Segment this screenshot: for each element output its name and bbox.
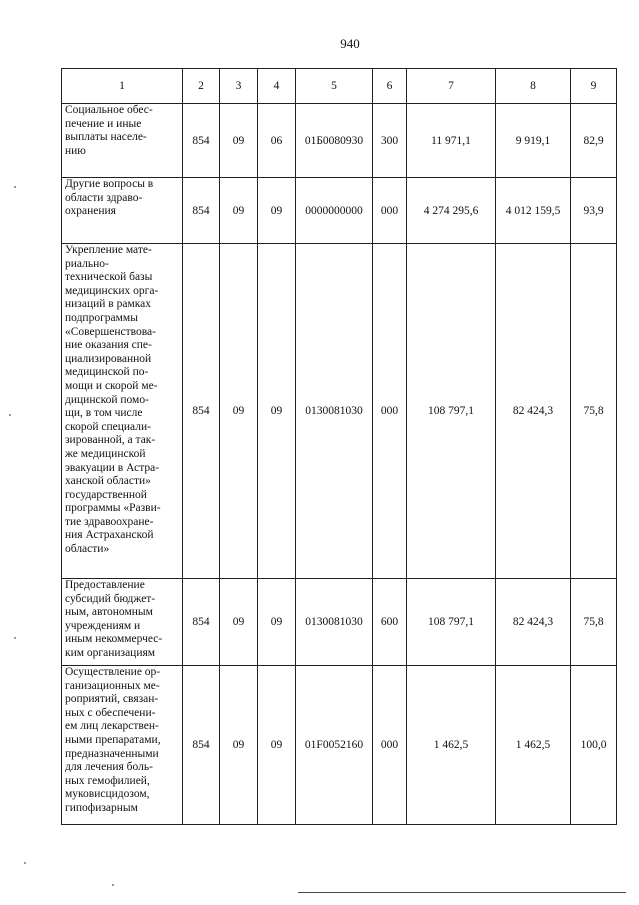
row-value-cell: 854	[183, 178, 220, 244]
budget-table	[61, 68, 617, 825]
row-name-line: дицинской помо-	[65, 393, 149, 406]
table-row	[62, 666, 617, 825]
row-name-line: гипофизарным	[65, 801, 138, 814]
row-name-line: ханской области»	[65, 475, 151, 488]
row-name-line: ния Астраханской	[65, 529, 154, 542]
scan-speck	[14, 186, 16, 188]
row-name-line: ганизационных ме-	[65, 679, 160, 692]
row-name-line: предназначенными	[65, 747, 159, 760]
column-header: 5	[296, 69, 373, 104]
row-name-line: для лечения боль-	[65, 761, 153, 774]
row-value-cell: 09	[220, 178, 258, 244]
row-name-line: мощи и скорой ме-	[65, 379, 158, 392]
row-value-cell: 1 462,5	[407, 666, 496, 825]
row-name-line: эвакуации в Астра-	[65, 461, 160, 474]
row-name-cell	[62, 244, 183, 579]
row-name-line: Предоставление	[65, 579, 145, 591]
row-value-cell: 1 462,5	[496, 666, 571, 825]
row-value-cell: 000	[373, 178, 407, 244]
row-value-cell: 854	[183, 666, 220, 825]
row-value-cell: 75,8	[571, 244, 617, 579]
row-name-line: подпрограммы	[65, 311, 138, 324]
row-value-cell: 0130081030	[296, 579, 373, 666]
table-row	[62, 178, 617, 244]
row-name-line: нию	[65, 144, 86, 157]
row-name-line: зированной, а так-	[65, 434, 156, 447]
column-header: 8	[496, 69, 571, 104]
scan-speck	[112, 884, 114, 886]
row-name-line: тие здравоохране-	[65, 515, 154, 528]
row-value-cell: 09	[258, 579, 296, 666]
row-value-cell: 9 919,1	[496, 104, 571, 178]
table-row	[62, 579, 617, 666]
row-name-line: ных с обеспечени-	[65, 706, 156, 719]
table-row	[62, 104, 617, 178]
row-name-line: субсидий бюджет-	[65, 592, 156, 605]
row-name-cell	[62, 104, 183, 178]
row-value-cell: 4 274 295,6	[407, 178, 496, 244]
row-name-line: области здраво-	[65, 191, 143, 204]
row-name-line: медицинских орга-	[65, 284, 159, 297]
row-value-cell: 09	[220, 104, 258, 178]
row-name-line: циализированной	[65, 352, 152, 365]
row-value-cell: 82 424,3	[496, 579, 571, 666]
row-name-line: ем лиц лекарствен-	[65, 720, 159, 733]
row-value-cell: 108 797,1	[407, 244, 496, 579]
column-header: 7	[407, 69, 496, 104]
row-name-line: риально-	[65, 257, 109, 270]
row-value-cell: 100,0	[571, 666, 617, 825]
row-name-line: роприятий, связан-	[65, 693, 159, 706]
row-name-line: ных гемофилией,	[65, 774, 150, 787]
row-value-cell: 09	[258, 178, 296, 244]
row-name-line: щи, в том числе	[65, 407, 143, 420]
row-value-cell: 09	[258, 666, 296, 825]
column-header: 1	[62, 69, 183, 104]
row-value-cell: 11 971,1	[407, 104, 496, 178]
row-name-line: муковисцидозом,	[65, 788, 150, 801]
column-header: 2	[183, 69, 220, 104]
column-header: 9	[571, 69, 617, 104]
row-name-line: ким организациям	[65, 646, 156, 659]
row-value-cell: 854	[183, 104, 220, 178]
row-name-line: Социальное обес-	[65, 104, 153, 116]
row-name-line: «Совершенствова-	[65, 325, 156, 338]
row-value-cell: 09	[220, 579, 258, 666]
row-name-cell	[62, 666, 183, 825]
row-name-line: ние оказания спе-	[65, 339, 152, 352]
row-name-line: иным некоммерчес-	[65, 633, 163, 646]
row-value-cell: 75,8	[571, 579, 617, 666]
row-name-line: Укрепление мате-	[65, 244, 152, 256]
table-row	[62, 244, 617, 579]
row-name-line: печение и иные	[65, 117, 142, 130]
row-name-line: Другие вопросы в	[65, 178, 154, 190]
row-name-line: выплаты населе-	[65, 131, 147, 144]
row-value-cell: 854	[183, 244, 220, 579]
row-value-cell: 108 797,1	[407, 579, 496, 666]
row-value-cell: 82 424,3	[496, 244, 571, 579]
row-value-cell: 93,9	[571, 178, 617, 244]
row-value-cell: 06	[258, 104, 296, 178]
row-name-line: программы «Разви-	[65, 502, 161, 515]
row-value-cell: 82,9	[571, 104, 617, 178]
column-header: 3	[220, 69, 258, 104]
row-value-cell: 4 012 159,5	[496, 178, 571, 244]
header-row	[62, 69, 617, 104]
column-header: 4	[258, 69, 296, 104]
row-value-cell: 09	[220, 244, 258, 579]
row-name-line: медицинской по-	[65, 366, 149, 379]
scan-speck	[14, 637, 16, 639]
row-name-line: ными препаратами,	[65, 733, 161, 746]
row-name-line: Осуществление ор-	[65, 666, 161, 678]
row-name-line: же медицинской	[65, 447, 146, 460]
row-value-cell: 01Б0080930	[296, 104, 373, 178]
scan-speck	[24, 862, 26, 864]
row-value-cell: 0000000000	[296, 178, 373, 244]
row-value-cell: 300	[373, 104, 407, 178]
row-name-cell	[62, 579, 183, 666]
row-value-cell: 000	[373, 666, 407, 825]
row-value-cell: 09	[258, 244, 296, 579]
row-name-line: охранения	[65, 205, 116, 218]
row-name-line: государственной	[65, 488, 147, 501]
row-name-line: области»	[65, 543, 110, 556]
row-value-cell: 854	[183, 579, 220, 666]
table-body	[62, 104, 617, 825]
page-number: 940	[340, 36, 360, 51]
bottom-rule	[298, 892, 626, 893]
row-name-line: учреждениям и	[65, 619, 141, 632]
row-value-cell: 0130081030	[296, 244, 373, 579]
row-name-line: скорой специали-	[65, 420, 151, 433]
row-name-cell	[62, 178, 183, 244]
row-value-cell: 600	[373, 579, 407, 666]
scan-speck	[9, 414, 11, 416]
row-name-line: низаций в рамках	[65, 298, 151, 311]
column-header: 6	[373, 69, 407, 104]
row-name-line: ным, автономным	[65, 606, 153, 619]
row-value-cell: 09	[220, 666, 258, 825]
row-name-line: технической базы	[65, 271, 153, 284]
row-value-cell: 01F0052160	[296, 666, 373, 825]
row-value-cell: 000	[373, 244, 407, 579]
